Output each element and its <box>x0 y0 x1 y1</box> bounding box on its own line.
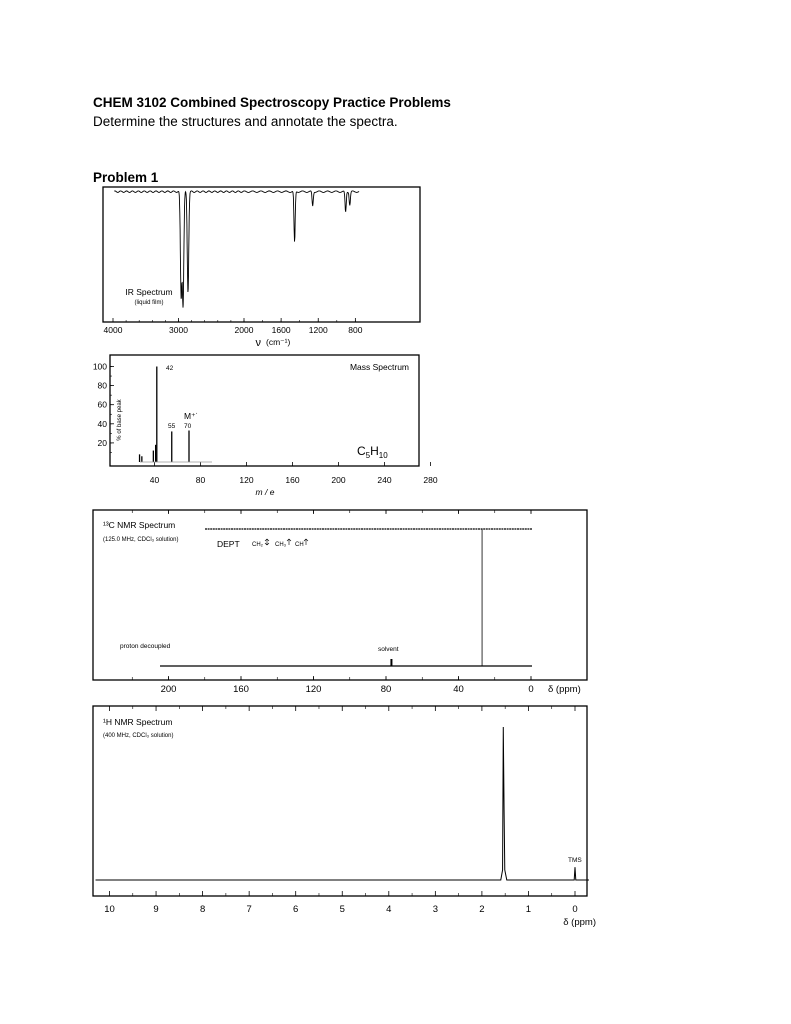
ms-label: Mass Spectrum <box>349 362 409 372</box>
ms-peak-label-55: 55 <box>168 423 176 430</box>
hnmr-tms-label: TMS <box>568 857 582 864</box>
ir-tick-label: 1200 <box>308 325 328 335</box>
cnmr-tick-label: 0 <box>528 684 534 695</box>
ms-x-tick-label: 40 <box>149 475 160 485</box>
cnmr-sublabel: (125.0 MHz, CDCl₃ solution) <box>103 537 179 543</box>
hnmr-tick-label: 0 <box>572 904 578 915</box>
ms-y-axis-label: % of base peak <box>117 399 123 441</box>
ms-y-tick-label: 20 <box>97 437 107 448</box>
hnmr-x-axis <box>104 706 577 915</box>
ir-x-axis <box>104 318 363 335</box>
hnmr-label: ¹H NMR Spectrum <box>103 717 173 727</box>
hnmr-tick-label: 5 <box>339 904 345 915</box>
mass-spectrum <box>93 355 438 497</box>
ir-axis-unit: (cm⁻¹) <box>266 337 291 347</box>
cnmr-frame <box>93 510 587 680</box>
hnmr-trace <box>96 727 589 880</box>
cnmr-tick-label: 200 <box>160 684 177 695</box>
cnmr-spectrum <box>93 510 587 695</box>
hnmr-tick-label: 8 <box>199 904 206 915</box>
cnmr-dept-ch2-arrow-icon <box>265 539 269 545</box>
cnmr-dept-ch2: CH₂ <box>252 542 263 548</box>
cnmr-label: ¹³C NMR Spectrum <box>103 520 176 530</box>
ir-tick-label: 4000 <box>103 325 123 335</box>
ms-y-tick-label: 40 <box>97 418 107 429</box>
hnmr-tick-label: 9 <box>153 904 159 915</box>
cnmr-tick-label: 40 <box>453 684 464 695</box>
hnmr-tick-label: 7 <box>246 904 252 915</box>
ir-tick-label: 1600 <box>271 325 291 335</box>
ms-x-tick-label: 240 <box>377 475 392 485</box>
ms-formula: $C_5H_{10}$ <box>357 444 388 460</box>
ms-y-tick-label: 60 <box>97 399 107 410</box>
ir-axis-symbol: ν <box>255 337 261 349</box>
cnmr-dept-label: DEPT <box>217 539 240 549</box>
cnmr-dept-ch: CH <box>295 542 304 548</box>
document-title: CHEM 3102 Combined Spectroscopy Practice Problems <box>93 95 451 110</box>
ms-peak-label-42: 42 <box>166 365 174 372</box>
cnmr-axis-label: δ (ppm) <box>548 684 581 695</box>
ir-tick-label: 3000 <box>169 325 188 335</box>
problem-heading: Problem 1 <box>93 170 159 185</box>
ms-y-tick-label: 80 <box>97 380 107 391</box>
ms-x-tick-label: 80 <box>195 475 206 485</box>
ms-molecular-ion-label: M⁺˙ <box>184 411 199 421</box>
ms-peak-label-70: 70 <box>184 423 192 430</box>
cnmr-tick-label: 160 <box>233 684 249 695</box>
ir-tick-label: 800 <box>348 325 363 335</box>
hnmr-tick-label: 4 <box>386 904 392 915</box>
document-subtitle: Determine the structures and annotate the spectra. <box>93 114 398 129</box>
hnmr-tick-label: 6 <box>293 904 299 915</box>
cnmr-x-axis <box>132 510 533 695</box>
cnmr-solvent-label: solvent <box>378 646 399 653</box>
ir-tick-label: 2000 <box>234 325 254 335</box>
hnmr-tick-label: 3 <box>432 904 438 915</box>
cnmr-tick-label: 120 <box>305 684 322 695</box>
ir-sublabel: (liquid film) <box>134 300 164 306</box>
hnmr-tick-label: 10 <box>104 904 115 915</box>
hnmr-tick-label: 1 <box>525 904 532 915</box>
hnmr-axis-label: δ (ppm) <box>563 917 596 928</box>
ms-bars <box>140 367 189 463</box>
cnmr-dept-ch3-arrow-icon <box>287 539 291 545</box>
ir-spectrum <box>103 187 420 349</box>
hnmr-sublabel: (400 MHz, CDCl₃ solution) <box>103 733 174 739</box>
ms-x-tick-label: 200 <box>331 475 346 485</box>
ms-x-tick-label: 120 <box>239 475 254 485</box>
hnmr-tick-label: 2 <box>479 904 485 915</box>
hnmr-spectrum <box>93 706 596 928</box>
cnmr-decoupled-label: proton decoupled <box>120 643 171 650</box>
ms-x-axis-label: m / e <box>255 487 275 497</box>
cnmr-dept-ch3: CH₃ <box>275 542 287 548</box>
ms-x-tick-label: 160 <box>285 475 300 485</box>
cnmr-dept-ch-arrow-icon <box>304 539 308 545</box>
ms-y-tick-label: 100 <box>92 361 107 372</box>
ir-label: IR Spectrum <box>125 287 173 297</box>
cnmr-tick-label: 80 <box>380 684 392 695</box>
ms-x-tick-label: 280 <box>423 475 438 485</box>
